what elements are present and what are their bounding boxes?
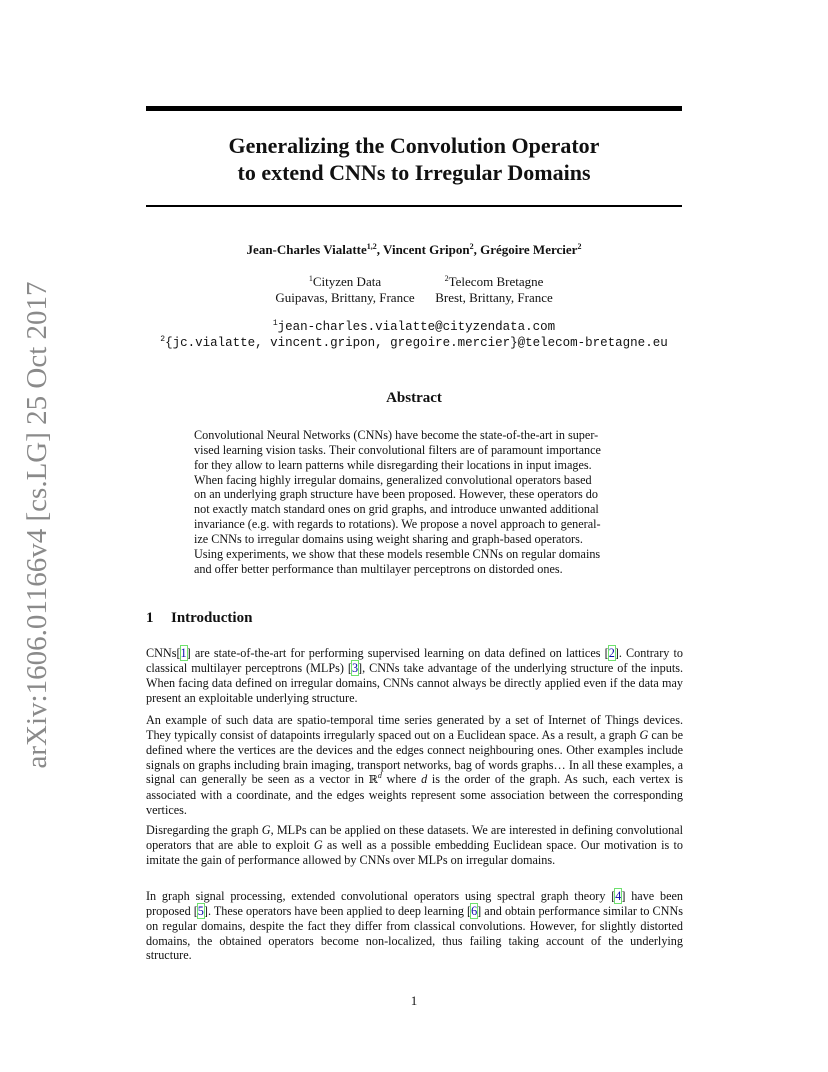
paper-title — [146, 132, 682, 186]
math-superscript: d — [377, 771, 382, 781]
author-name: Grégoire Mercier — [480, 242, 578, 257]
email-line-2 — [100, 335, 728, 351]
abstract-line: invariance (e.g. with regards to rotations). We propose a novel approach to general- — [194, 517, 601, 532]
paragraph-text: An example of such data are spatio-temporal time series generated by a set of Internet of Things devices. They typically consist of datapoints irregularly spaced out on a Euclidean space. As a result, a graph — [146, 713, 683, 742]
paragraph-text: as well as a possible embedding Euclidean space. Our motivation is to imitate the gain of performance allowed by CNNs over MLPs on irregular domains. — [146, 837, 683, 867]
abstract-line: vised learning vision tasks. Their convolutional filters are of paramount importance — [194, 442, 601, 457]
page-number: 1 — [410, 993, 418, 1008]
paragraph-text: can be defined where the vertices are the devices and the edges connect neighbouring ones. Other examples include signals on graphs including brain imaging, transport networks, bag of words graphs… In all these examples, a signal can generally be seen as a vector in — [146, 727, 683, 787]
citation-link[interactable]: 5 — [197, 903, 204, 918]
paragraph-text: , CNNs take advantage of the underlying structure of the inputs. When facing data defined on irregular domains, CNNs cannot always be directly applied even if the data may present an exploitable underlying structure. — [146, 660, 683, 705]
affiliation-1 — [268, 274, 422, 306]
math-symbol: G — [639, 727, 649, 742]
abstract-line: When facing highly irregular domains, generalized convolutional operators based — [194, 472, 592, 487]
intro-paragraph-1: CNNs[1] are state-of-the-art for performing supervised learning on data defined on lattices [2]. Contrary to classical multilayer perceptrons (MLPs) [3], CNNs take advantage of the underlying structure of the inputs. When facing data defined on irregular domains, CNNs cannot always be directly applied even if the data may present an exploitable underlying structure. — [146, 646, 683, 705]
paragraph-text: is the order of the graph. As such, each vertex is associated with a coordinate, and the edges weights represent some association between the corresponding vertices. — [146, 772, 683, 818]
paragraph-text: are state-of-the-art for performing supervised learning on data defined on lattices — [190, 646, 605, 660]
email-affiliation-marker: 2 — [160, 335, 166, 344]
section-title: Introduction — [171, 610, 253, 626]
author-name: Vincent Gripon — [383, 242, 470, 257]
math-symbol: ℝ — [368, 773, 378, 787]
paragraph-text: where — [381, 772, 422, 787]
author-list — [146, 242, 682, 258]
intro-paragraph-2 — [146, 713, 683, 818]
affiliation-location: Brest, Brittany, France — [435, 290, 553, 305]
abstract-heading: Abstract — [386, 390, 442, 406]
author-affiliation-marker: 2 — [469, 242, 474, 251]
email-address: {jc.vialatte, vincent.gripon, gregoire.mercier}@telecom-bretagne.eu — [165, 336, 668, 350]
paragraph-text: have been proposed — [146, 889, 683, 918]
abstract-line: and offer better performance than multilayer perceptrons on distorded ones. — [194, 561, 563, 576]
affiliation-name: Cityzen Data — [312, 274, 382, 289]
section-number: 1 — [146, 610, 154, 626]
abstract-line: on an underlying graph structure have been proposed. However, these operators do — [194, 487, 598, 502]
paragraph-text: and obtain performance similar to CNNs on regular domains, despite the fact they differ from classical convolutions. However, for slightly distorted domains, the obtained operators become non-localized, thus failing taking account of the underlying structure. — [146, 903, 683, 963]
title-top-rule — [146, 106, 682, 111]
citation-link[interactable]: 3 — [351, 660, 359, 675]
author-affiliation-marker: 1,2 — [366, 242, 377, 251]
title-bottom-rule — [146, 205, 682, 207]
arxiv-identifier-stamp — [16, 281, 58, 769]
author-separator: , — [473, 242, 481, 257]
email-affiliation-marker: 1 — [272, 319, 278, 328]
abstract-line: Using experiments, we show that these models resemble CNNs on regular domains — [194, 546, 601, 561]
email-line-1 — [100, 319, 728, 335]
paragraph-text: CNNs — [146, 646, 177, 660]
title-line-2: to extend CNNs to Irregular Domains — [237, 160, 591, 185]
affiliation-number: 2 — [444, 274, 449, 283]
affiliation-name: Telecom Bretagne — [448, 274, 544, 289]
paragraph-text: . Contrary to classical multilayer perceptrons (MLPs) — [146, 646, 683, 675]
math-symbol: G — [313, 837, 323, 852]
abstract-line: for they allow to learn patterns while disregarding their locations in input images. — [194, 457, 592, 472]
affiliation-2 — [428, 274, 560, 306]
affiliation-location: Guipavas, Brittany, France — [275, 290, 415, 305]
math-symbol: d — [421, 772, 428, 787]
citation-link[interactable]: 1 — [180, 646, 187, 660]
affiliation-number: 1 — [308, 274, 313, 283]
title-line-1: Generalizing the Convolution Operator — [228, 133, 600, 158]
author-affiliation-marker: 2 — [577, 242, 582, 251]
intro-paragraph-3 — [146, 823, 683, 868]
citation-link[interactable]: 6 — [471, 903, 478, 918]
intro-paragraph-4: In graph signal processing, extended convolutional operators using spectral graph theory [4] have been proposed [5]. These operators have been applied to deep learning [6] and obtain performance similar to CNNs on regular domains, despite the fact they differ from classical convolutions. However, for slightly distorted domains, the obtained operators become non-localized, thus failing taking account of the underlying structure. — [146, 889, 683, 963]
abstract-body — [194, 428, 634, 576]
author-name: Jean-Charles Vialatte — [246, 242, 367, 257]
arxiv-identifier-text: arXiv:1606.01166v4 [cs.LG] 25 Oct 2017 — [21, 281, 53, 769]
math-symbol: G — [261, 823, 271, 837]
author-separator: , — [376, 242, 384, 257]
paragraph-text: Disregarding the graph — [146, 823, 262, 837]
abstract-line: Convolutional Neural Networks (CNNs) have become the state-of-the-art in super- — [194, 428, 599, 442]
paragraph-text: In graph signal processing, extended convolutional operators using spectral graph theory — [146, 889, 612, 903]
paragraph-text: , MLPs can be applied on these datasets. We are interested in defining convolutional operators that are able to exploit — [146, 823, 683, 852]
citation-link[interactable]: 2 — [608, 646, 615, 660]
paragraph-text: . These operators have been applied to deep learning — [207, 903, 468, 918]
abstract-line: ize CNNs to irregular domains using weight sharing and graph-based operators. — [194, 531, 583, 546]
citation-link[interactable]: 4 — [615, 889, 622, 903]
section-heading-introduction — [146, 609, 252, 627]
email-address: jean-charles.vialatte@cityzendata.com — [277, 320, 556, 334]
abstract-line: not exactly match standard ones on grid graphs, and introduce unwanted additional — [194, 502, 599, 517]
